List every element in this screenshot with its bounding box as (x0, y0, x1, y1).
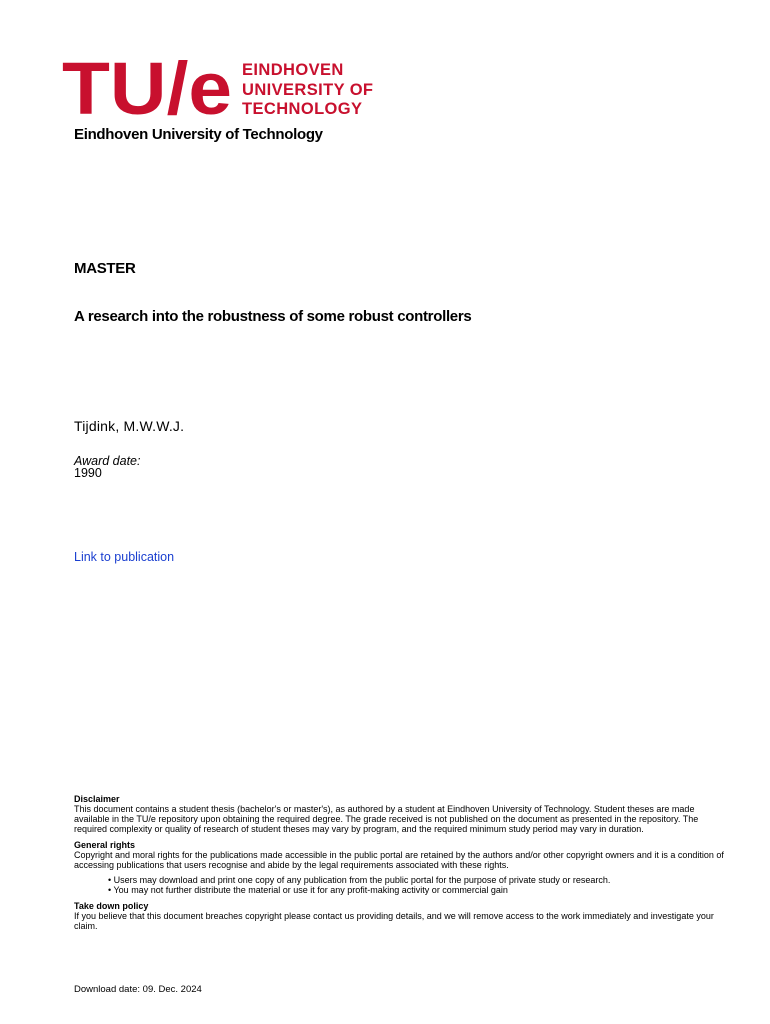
general-rights-heading: General rights (74, 840, 136, 850)
tue-logo-letters: TU/e (62, 58, 232, 120)
take-down-heading: Take down policy (74, 901, 149, 911)
download-date: Download date: 09. Dec. 2024 (74, 984, 202, 995)
take-down-section (74, 901, 724, 931)
thesis-title: A research into the robustness of some robust controllers (74, 308, 472, 325)
tue-logo-mark (62, 58, 234, 120)
logo-line-1: EINDHOVEN (242, 61, 344, 79)
publication-link[interactable]: Link to publication (74, 550, 175, 564)
general-rights-text: Copyright and moral rights for the publications made accessible in the public portal are retained by the authors and/or other copyright owners and it is a condition of accessing publications that users recognise and abide by the legal requirements associated with these rights. (74, 850, 724, 870)
disclaimer-section (74, 794, 724, 834)
logo-wordmark (242, 61, 373, 120)
university-logo (62, 58, 392, 120)
award-date-value: 1990 (74, 466, 102, 480)
award-date-label: Award date: (74, 454, 141, 468)
list-item: • You may not further distribute the material or use it for any profit-making activity or commercial gain (108, 885, 724, 895)
author-name: Tijdink, M.W.W.J. (74, 418, 185, 434)
disclaimer-text: This document contains a student thesis (bachelor's or master's), as authored by a student at Eindhoven University of Technology. Student theses are made available in the TU/e repository upon obtaining the required degree. The grade received is not published on the document as presented in the repository. The required complexity or quality of research of student theses may vary by program, and the required minimum study period may vary in duration. (74, 804, 699, 834)
legal-notice (74, 794, 724, 931)
take-down-text: If you believe that this document breaches copyright please contact us providing details, and we will remove access to the work immediately and investigate your claim. (74, 911, 714, 931)
list-item: • Users may download and print one copy of any publication from the public portal for the purpose of private study or research. (108, 875, 724, 885)
logo-line-3: TECHNOLOGY (242, 100, 363, 118)
rights-list (74, 875, 724, 895)
disclaimer-heading: Disclaimer (74, 794, 120, 804)
general-rights-section (74, 840, 724, 895)
degree-type: MASTER (74, 260, 136, 277)
institution-name: Eindhoven University of Technology (74, 126, 323, 143)
logo-line-2: UNIVERSITY OF (242, 80, 374, 99)
